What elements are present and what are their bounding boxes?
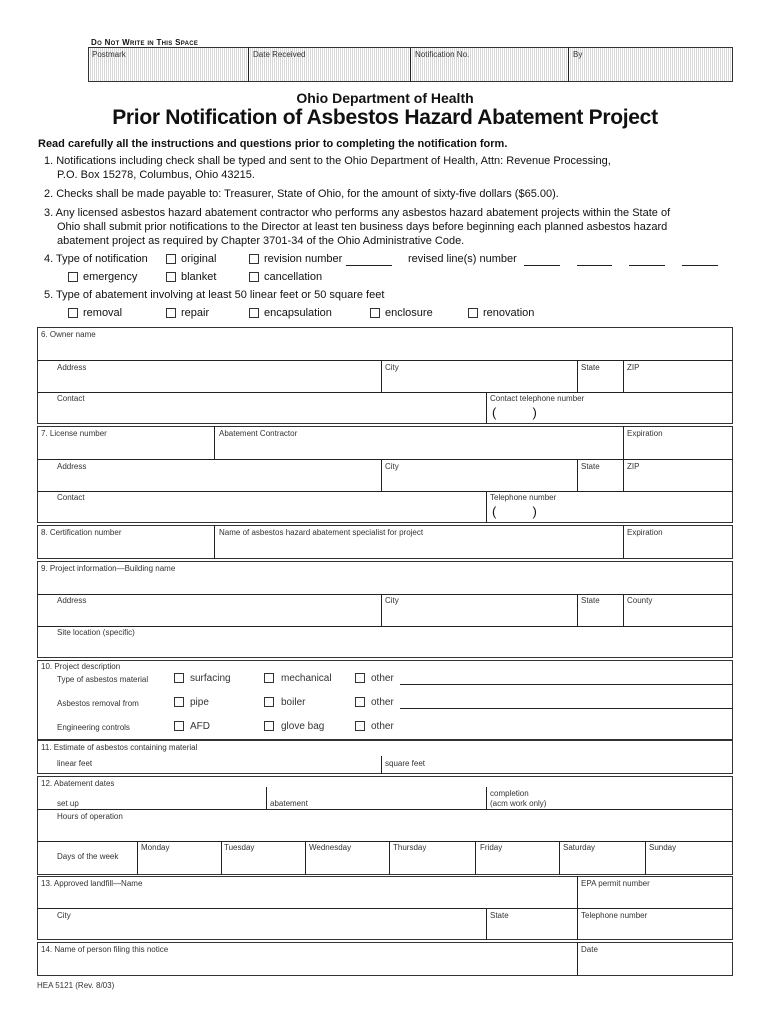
linear-feet-field[interactable]: linear feet bbox=[57, 759, 93, 768]
landfill-phone-field[interactable]: Telephone number bbox=[581, 911, 648, 920]
instruction-3-line2: Ohio shall submit prior notifications to the Director at least ten business days before beginning each planned asbestos hazard bbox=[57, 221, 668, 233]
mechanical-checkbox[interactable] bbox=[264, 673, 274, 683]
notification-no-label: Notification No. bbox=[415, 50, 470, 59]
notification-type-label: 4. Type of notification bbox=[44, 253, 148, 265]
original-label: original bbox=[181, 253, 217, 265]
owner-zip-field[interactable]: ZIP bbox=[627, 363, 640, 372]
contractor-contact-field[interactable]: Contact bbox=[57, 493, 85, 502]
owner-phone-area-code: ( ) bbox=[492, 405, 537, 420]
material-other-field[interactable] bbox=[400, 684, 733, 685]
enclosure-checkbox[interactable] bbox=[370, 308, 380, 318]
owner-address-field[interactable]: Address bbox=[57, 363, 87, 372]
building-name-field[interactable]: 9. Project information—Building name bbox=[41, 564, 176, 573]
project-county-field[interactable]: County bbox=[627, 596, 653, 605]
renovation-label: renovation bbox=[483, 307, 535, 319]
removal-other-label: other bbox=[371, 697, 394, 708]
encapsulation-checkbox[interactable] bbox=[249, 308, 259, 318]
license-expiration-field[interactable]: Expiration bbox=[627, 429, 663, 438]
blanket-checkbox[interactable] bbox=[166, 272, 176, 282]
cancellation-checkbox[interactable] bbox=[249, 272, 259, 282]
section-9-project-info bbox=[37, 561, 733, 658]
removal-from-label: Asbestos removal from bbox=[57, 699, 139, 708]
repair-label: repair bbox=[181, 307, 210, 319]
license-number-field[interactable]: 7. License number bbox=[41, 429, 107, 438]
owner-name-field[interactable]: 6. Owner name bbox=[41, 330, 96, 339]
instructions-heading: Read carefully all the instructions and questions prior to completing the notification form. bbox=[38, 138, 508, 150]
project-state-field[interactable]: State bbox=[581, 596, 600, 605]
removal-checkbox[interactable] bbox=[68, 308, 78, 318]
instruction-1-address: P.O. Box 15278, Columbus, Ohio 43215. bbox=[57, 169, 255, 181]
completion-note: (acm work only) bbox=[490, 799, 547, 808]
revision-number-label: revision number bbox=[264, 253, 343, 265]
owner-contact-field[interactable]: Contact bbox=[57, 394, 85, 403]
instruction-2: 2. Checks shall be made payable to: Treasurer, State of Ohio, for the amount of sixty-five dollars ($65.00). bbox=[44, 188, 559, 200]
abatement-date-field[interactable]: abatement bbox=[270, 799, 308, 808]
glove-bag-label: glove bag bbox=[281, 721, 325, 732]
revised-line-field-4[interactable] bbox=[682, 265, 718, 266]
enclosure-label: enclosure bbox=[385, 307, 433, 319]
contractor-zip-field[interactable]: ZIP bbox=[627, 462, 640, 471]
removal-label: removal bbox=[83, 307, 123, 319]
section-6-owner bbox=[37, 327, 733, 424]
by-label: By bbox=[573, 50, 583, 59]
emergency-checkbox[interactable] bbox=[68, 272, 78, 282]
glove-bag-checkbox[interactable] bbox=[264, 721, 274, 731]
material-other-checkbox[interactable] bbox=[355, 673, 365, 683]
filing-date-field[interactable]: Date bbox=[581, 945, 598, 954]
wednesday-field[interactable]: Wednesday bbox=[309, 843, 352, 852]
department-heading: Ohio Department of Health bbox=[296, 90, 474, 106]
pipe-label: pipe bbox=[190, 697, 209, 708]
date-received-label: Date Received bbox=[253, 50, 306, 59]
contractor-phone-field[interactable]: Telephone number bbox=[490, 493, 557, 502]
boiler-label: boiler bbox=[281, 697, 306, 708]
abatement-type-label: 5. Type of abatement involving at least 50 linear feet or 50 square feet bbox=[44, 289, 385, 301]
boiler-checkbox[interactable] bbox=[264, 697, 274, 707]
cancellation-label: cancellation bbox=[264, 271, 323, 283]
surfacing-checkbox[interactable] bbox=[174, 673, 184, 683]
friday-field[interactable]: Friday bbox=[480, 843, 503, 852]
afd-label: AFD bbox=[190, 721, 210, 732]
controls-other-label: other bbox=[371, 721, 394, 732]
project-description-label: 10. Project description bbox=[41, 662, 121, 671]
do-not-write-label: Do Not Write in This Space bbox=[91, 38, 199, 47]
surfacing-label: surfacing bbox=[190, 673, 231, 684]
thursday-field[interactable]: Thursday bbox=[393, 843, 427, 852]
mechanical-label: mechanical bbox=[281, 673, 332, 684]
abatement-contractor-field[interactable]: Abatement Contractor bbox=[219, 429, 298, 438]
completion-date-field[interactable]: completion bbox=[490, 789, 529, 798]
revised-line-field-1[interactable] bbox=[524, 265, 560, 266]
estimate-label: 11. Estimate of asbestos containing material bbox=[41, 743, 198, 752]
landfill-name-field[interactable]: 13. Approved landfill—Name bbox=[41, 879, 143, 888]
page-title: Prior Notification of Asbestos Hazard Abatement Project bbox=[112, 106, 658, 129]
landfill-state-field[interactable]: State bbox=[490, 911, 509, 920]
certification-number-field[interactable]: 8. Certification number bbox=[41, 528, 122, 537]
form-number: HEA 5121 (Rev. 8/03) bbox=[37, 981, 115, 990]
project-address-field[interactable]: Address bbox=[57, 596, 87, 605]
owner-phone-field[interactable]: Contact telephone number bbox=[490, 394, 585, 403]
hours-label: Hours of operation bbox=[57, 812, 123, 821]
original-checkbox[interactable] bbox=[166, 254, 176, 264]
revision-number-field[interactable] bbox=[346, 265, 392, 266]
owner-city-field[interactable]: City bbox=[385, 363, 399, 372]
renovation-checkbox[interactable] bbox=[468, 308, 478, 318]
days-of-week-label: Days of the week bbox=[57, 852, 119, 861]
monday-field[interactable]: Monday bbox=[141, 843, 170, 852]
revision-checkbox[interactable] bbox=[249, 254, 259, 264]
certification-expiration-field[interactable]: Expiration bbox=[627, 528, 663, 537]
saturday-field[interactable]: Saturday bbox=[563, 843, 596, 852]
instruction-3: 3. Any licensed asbestos hazard abatement contractor who performs any asbestos hazard abatement projects within the State of bbox=[44, 207, 671, 219]
instruction-3-line3: abatement project as required by Chapter 3701-34 of the Ohio Administrative Code. bbox=[57, 235, 465, 247]
setup-date-field[interactable]: set up bbox=[57, 799, 79, 808]
removal-other-checkbox[interactable] bbox=[355, 697, 365, 707]
tuesday-field[interactable]: Tuesday bbox=[224, 843, 255, 852]
contractor-phone-area-code: ( ) bbox=[492, 504, 537, 519]
pipe-checkbox[interactable] bbox=[174, 697, 184, 707]
engineering-controls-label: Engineering controls bbox=[57, 723, 130, 732]
contractor-city-field[interactable]: City bbox=[385, 462, 399, 471]
instruction-1: 1. Notifications including check shall be typed and sent to the Ohio Department of Health, Attn: Revenue Processing, bbox=[44, 155, 611, 167]
contractor-state-field[interactable]: State bbox=[581, 462, 600, 471]
square-feet-field[interactable]: square feet bbox=[385, 759, 426, 768]
repair-checkbox[interactable] bbox=[166, 308, 176, 318]
sunday-field[interactable]: Sunday bbox=[649, 843, 677, 852]
contractor-address-field[interactable]: Address bbox=[57, 462, 87, 471]
owner-state-field[interactable]: State bbox=[581, 363, 600, 372]
afd-checkbox[interactable] bbox=[174, 721, 184, 731]
specialist-name-field[interactable]: Name of asbestos hazard abatement specialist for project bbox=[219, 528, 424, 537]
filer-name-field[interactable]: 14. Name of person filing this notice bbox=[41, 945, 169, 954]
epa-permit-field[interactable]: EPA permit number bbox=[581, 879, 650, 888]
revised-lines-label: revised line(s) number bbox=[408, 253, 517, 265]
abatement-dates-label: 12. Abatement dates bbox=[41, 779, 115, 788]
emergency-label: emergency bbox=[83, 271, 138, 283]
landfill-city-field[interactable]: City bbox=[57, 911, 71, 920]
removal-other-field[interactable] bbox=[400, 708, 733, 709]
material-type-label: Type of asbestos material bbox=[57, 675, 149, 684]
material-other-label: other bbox=[371, 673, 394, 684]
blanket-label: blanket bbox=[181, 271, 217, 283]
project-city-field[interactable]: City bbox=[385, 596, 399, 605]
site-location-field[interactable]: Site location (specific) bbox=[57, 628, 135, 637]
postmark-label: Postmark bbox=[92, 50, 126, 59]
revised-line-field-2[interactable] bbox=[577, 265, 612, 266]
controls-other-checkbox[interactable] bbox=[355, 721, 365, 731]
revised-line-field-3[interactable] bbox=[629, 265, 665, 266]
section-7-contractor bbox=[37, 426, 733, 523]
section-12-abatement-dates bbox=[37, 776, 733, 875]
encapsulation-label: encapsulation bbox=[264, 307, 332, 319]
